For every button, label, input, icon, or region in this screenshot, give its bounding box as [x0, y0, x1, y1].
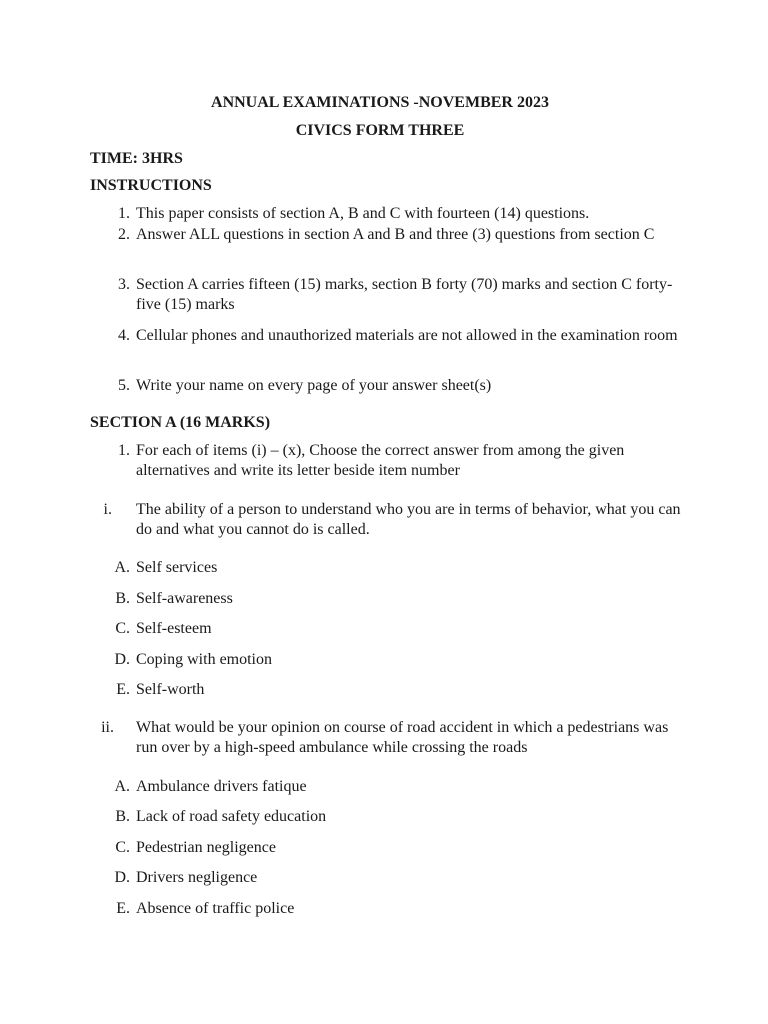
option-letter: B.: [115, 590, 130, 607]
instructions-heading: INSTRUCTIONS: [90, 177, 212, 194]
instruction-text: Answer ALL questions in section A and B and three (3) questions from section C: [136, 226, 655, 243]
instruction-number: 5.: [118, 377, 130, 394]
question-number: 1.: [118, 442, 130, 459]
option-letter: D.: [114, 869, 130, 886]
option-text: Self-worth: [136, 681, 205, 698]
sub-question-text: What would be your opinion on course of road accident in which a pedestrians was run over by a high-speed ambulance while crossing the roads: [136, 719, 669, 756]
instruction-number: 2.: [118, 226, 130, 243]
sub-question-number: i.: [103, 501, 112, 518]
option-letter: C.: [115, 620, 130, 637]
instruction-number: 4.: [118, 327, 130, 344]
option-letter: C.: [115, 839, 130, 856]
option-text: Drivers negligence: [136, 869, 258, 886]
sub-question-number: ii.: [101, 719, 114, 736]
question-text: For each of items (i) – (x), Choose the correct answer from among the given alternatives and write its letter beside item number: [136, 442, 625, 479]
instruction-text: This paper consists of section A, B and C with fourteen (14) questions.: [136, 205, 590, 222]
instruction-number: 1.: [118, 205, 130, 222]
sub-question-text: The ability of a person to understand who you are in terms of behavior, what you can do and what you cannot do is called.: [136, 501, 681, 538]
option-letter: E.: [116, 681, 130, 698]
option-text: Pedestrian negligence: [136, 839, 276, 856]
option-text: Self-awareness: [136, 590, 233, 607]
subject-title: CIVICS FORM THREE: [295, 122, 465, 139]
option-text: Coping with emotion: [136, 651, 272, 668]
option-text: Self services: [136, 559, 218, 576]
option-text: Self-esteem: [136, 620, 212, 637]
instruction-text: Section A carries fifteen (15) marks, section B forty (70) marks and section C forty-five (15) marks: [136, 276, 673, 313]
instruction-number: 3.: [118, 276, 130, 293]
option-text: Ambulance drivers fatique: [136, 778, 307, 795]
option-text: Absence of traffic police: [136, 900, 295, 917]
option-letter: E.: [116, 900, 130, 917]
instruction-text: Cellular phones and unauthorized materials are not allowed in the examination room: [136, 327, 678, 344]
exam-title: ANNUAL EXAMINATIONS -NOVEMBER 2023: [211, 94, 549, 111]
time-allowed: TIME: 3HRS: [90, 150, 183, 167]
option-letter: A.: [114, 559, 130, 576]
option-text: Lack of road safety education: [136, 808, 327, 825]
instruction-text: Write your name on every page of your answer sheet(s): [136, 377, 492, 394]
option-letter: A.: [114, 778, 130, 795]
option-letter: D.: [114, 651, 130, 668]
option-letter: B.: [115, 808, 130, 825]
section-a-heading: SECTION A (16 MARKS): [90, 414, 271, 431]
